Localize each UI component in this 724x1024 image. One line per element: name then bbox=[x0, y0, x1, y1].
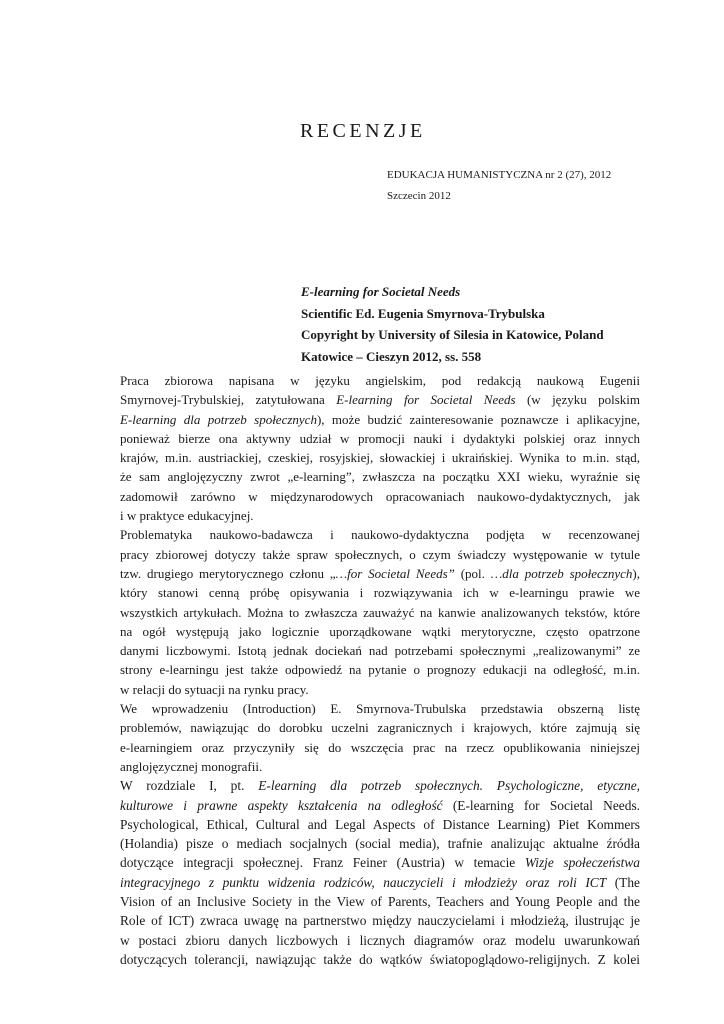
text-line: w postaci zbioru danych liczbowych i licznych diagramów oraz modelu uwarunkowań bbox=[120, 932, 640, 948]
text-line: który stanowi cenną próbę opisywania i rozwiązywania ich w e-learningu prawie we bbox=[120, 585, 640, 601]
paragraph-3 bbox=[88, 699, 640, 776]
text-line: tzw. drugiego merytorycznego członu „…for Societal Needs” (pol. …dla potrzeb społecznych), bbox=[120, 565, 640, 581]
text-line: Vision of an Inclusive Society in the View of Parents, Teachers and Young People and the bbox=[120, 894, 640, 910]
text-line: dotyczące integracji społecznej. Franz Feiner (Austria) w temacie Wizje społeczeństwa bbox=[120, 855, 641, 871]
text-line: Role of ICT) zwraca uwagę na partnerstwo między nauczycielami i młodzieżą, ilustrując je bbox=[120, 913, 640, 929]
text-line: W rozdziale I, pt. E-learning dla potrzeb społecznych. Psychologiczne, etyczne, bbox=[120, 778, 640, 794]
text-line: strony e-learningu jest także odpowiedź na pytanie o prognozy edukacji na odległość, m.in. bbox=[120, 662, 640, 678]
bibliographic-note bbox=[301, 281, 604, 367]
journal-info bbox=[387, 165, 611, 207]
text-line: E-learning dla potrzeb społecznych), może budzić zainteresowanie poznawcze i aplikacyjne, bbox=[120, 411, 640, 427]
text-line: (Holandia) pisze o mediach socjalnych (social media), trafnie analizując aktualne źródła bbox=[120, 836, 640, 852]
text-line: krajów, m.in. austriackiej, czeskiej, rosyjskiej, słowackiej i ukraińskiej. Wynika to m.in. stąd, bbox=[120, 450, 640, 466]
copyright-line: Copyright by University of Silesia in Katowice, Poland bbox=[301, 327, 604, 342]
text-line: na ogół występują jako logicznie uporządkowane wątki merytoryczne, często opatrzone bbox=[120, 623, 640, 639]
text-line: że sam anglojęzyczny zwrot „e-learning”, zwłaszcza na początku XXI wieku, wyraźnie się bbox=[120, 469, 640, 485]
publication-line: Katowice – Cieszyn 2012, ss. 558 bbox=[301, 348, 482, 364]
book-title: E-learning for Societal Needs bbox=[301, 284, 461, 299]
text-line: problemów, nawiązując do dorobku uczelni zagranicznych i krajowych, które zajmują się bbox=[120, 720, 640, 736]
journal-line: EDUKACJA HUMANISTYCZNA nr 2 (27), 2012 bbox=[387, 169, 612, 181]
text-line: e-learningiem oraz przyczyniły się do wszczęcia prac na rzecz opublikowania niniejszej bbox=[120, 739, 640, 755]
text-line: pracy zbiorowej dotyczy także spraw społecznych, o czym świadczy występowanie w tytule bbox=[120, 546, 640, 562]
text-line: Praca zbiorowa napisana w języku angielskim, pod redakcją naukową Eugenii bbox=[120, 373, 640, 388]
text-line: kulturowe i prawne aspekty kształcenia na odległość (E-learning for Societal Needs. bbox=[120, 797, 640, 813]
text-line: w relacji do sytuacji na rynku pracy. bbox=[120, 681, 309, 697]
place-line: Szczecin 2012 bbox=[387, 190, 451, 202]
text-line: zadomowił zarówno w międzynarodowych opracowaniach naukowo-dydaktycznych, jak bbox=[120, 488, 640, 504]
section-title: RECENZJE bbox=[300, 120, 426, 142]
text-line: i w praktyce edukacyjnej. bbox=[120, 508, 254, 524]
text-line: Smyrnovej-Trybulskiej, zatytułowana E-learning for Societal Needs (w języku polskim bbox=[120, 392, 641, 408]
review-body bbox=[88, 371, 640, 969]
text-line: dotyczących tolerancji, nawiązując także do wątków światopoglądowo-religijnych. Z kolei bbox=[120, 951, 640, 967]
paragraph-1 bbox=[88, 371, 640, 525]
text-line: anglojęzycznej monografii. bbox=[120, 758, 263, 774]
editor-line: Scientific Ed. Eugenia Smyrnova-Trybulska bbox=[301, 305, 545, 321]
paragraph-2 bbox=[88, 525, 640, 699]
text-line: Psychological, Ethical, Cultural and Legal Aspects of Distance Learning) Piet Kommers bbox=[120, 816, 640, 832]
paragraph-4 bbox=[88, 776, 640, 969]
text-line: wszystkich artykułach. Można to zwłaszcza zauważyć na kanwie analizowanych tekstów, które bbox=[120, 604, 640, 620]
text-line: We wprowadzeniu (Introduction) E. Smyrnova-Trubulska przedstawia obszerną listę bbox=[120, 701, 640, 717]
text-line: Problematyka naukowo-badawcza i naukowo-dydaktyczna podjęta w recenzowanej bbox=[120, 527, 640, 543]
text-line: ponieważ bierze ona aktywny udział w promocji nauki i dydaktyki polskiej oraz innych bbox=[120, 430, 640, 446]
text-line: danymi liczbowymi. Istotą jednak dociekań nad potrzebami społecznymi „realizowanymi” ze bbox=[120, 643, 640, 659]
text-line: integracyjnego z punktu widzenia rodziców, nauczycieli i młodzieży oraz roli ICT (The bbox=[120, 874, 640, 890]
